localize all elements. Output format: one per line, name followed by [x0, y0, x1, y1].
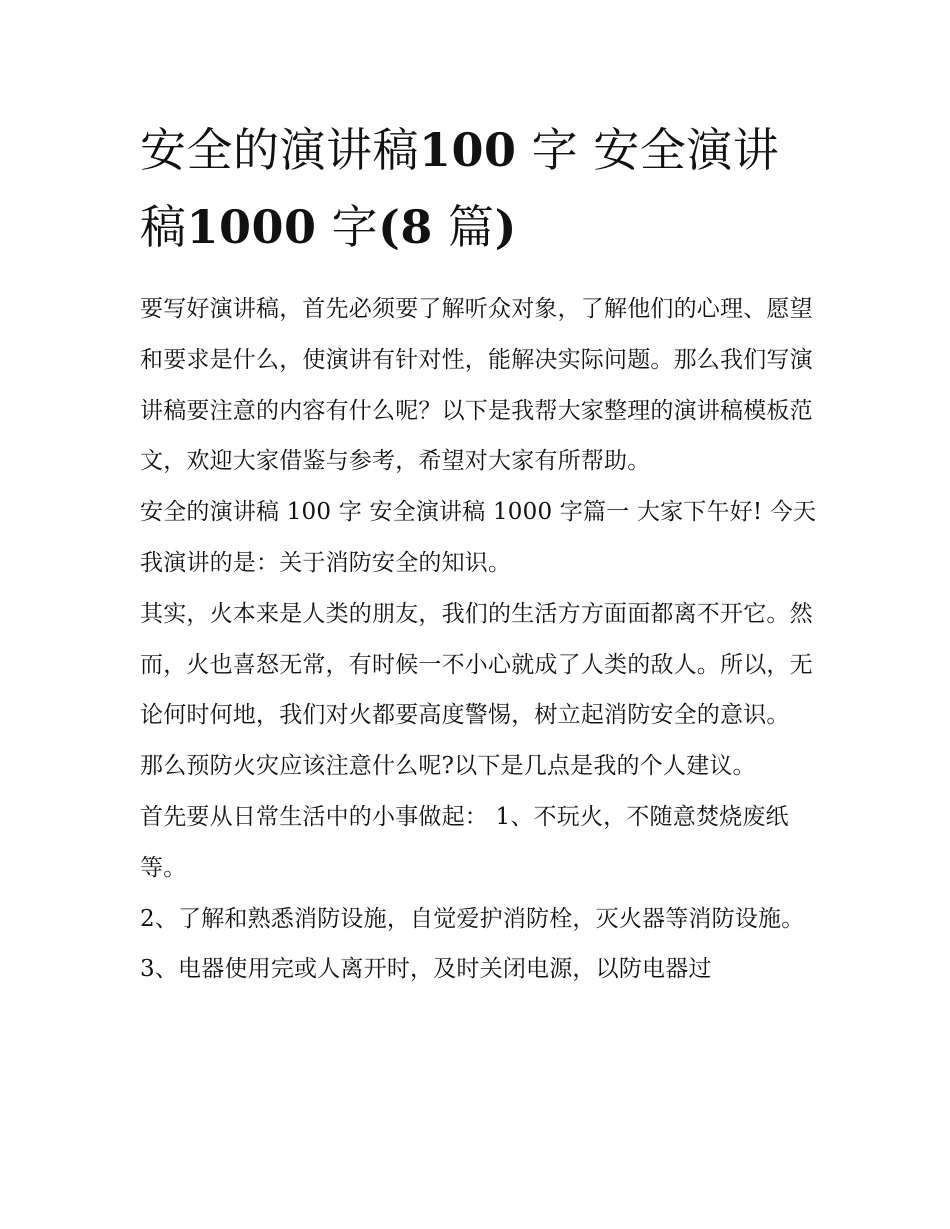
- paragraph-prevention-question: 那么预防火灾应该注意什么呢?以下是几点是我的个人建议。: [140, 753, 756, 780]
- title-number-2: 1000: [186, 200, 317, 254]
- paragraph-greeting: 安全的演讲稿 100 字 安全演讲稿 1000 字篇一 大家下午好! 今天我演讲的是：关于消防安全的知识。: [140, 499, 817, 576]
- paragraph-tip-2-3: 2、了解和熟悉消防设施，自觉爱护消防栓，灭火器等消防设施。 3、电器使用完或人离开时，及时关闭电源，以防电器过: [140, 905, 805, 983]
- document-page: [140, 112, 820, 995]
- title-number-4: ): [494, 200, 517, 254]
- title-text-3: 字: [316, 200, 379, 254]
- document-title: [140, 112, 820, 266]
- title-number-3: (8: [378, 200, 433, 254]
- document-body: [140, 284, 820, 995]
- paragraph-fire-friend: 其实，火本来是人类的朋友，我们的生活方方面面都离不开它。然而，火也喜怒无常，有时候一不小心就成了人类的敌人。所以，无论何时何地，我们对火都要高度警惕，树立起消防安全的意识。: [140, 600, 813, 729]
- title-text-1: 安全的演讲稿: [140, 123, 419, 177]
- title-text-4: 篇: [432, 200, 495, 254]
- title-number-1: 100: [419, 123, 517, 177]
- title-text-2: 字 安全演讲稿: [140, 123, 780, 254]
- paragraph-tip-1: 首先要从日常生活中的小事做起： 1、不玩火，不随意焚烧废纸等。: [140, 803, 789, 881]
- paragraph-intro: 要写好演讲稿，首先必须要了解听众对象，了解他们的心理、愿望和要求是什么，使演讲有针对性，能解决实际问题。那么我们写演讲稿要注意的内容有什么呢？以下是我帮大家整理的演讲稿模板范文，欢迎大家借鉴与参考，希望对大家有所帮助。: [140, 296, 813, 475]
